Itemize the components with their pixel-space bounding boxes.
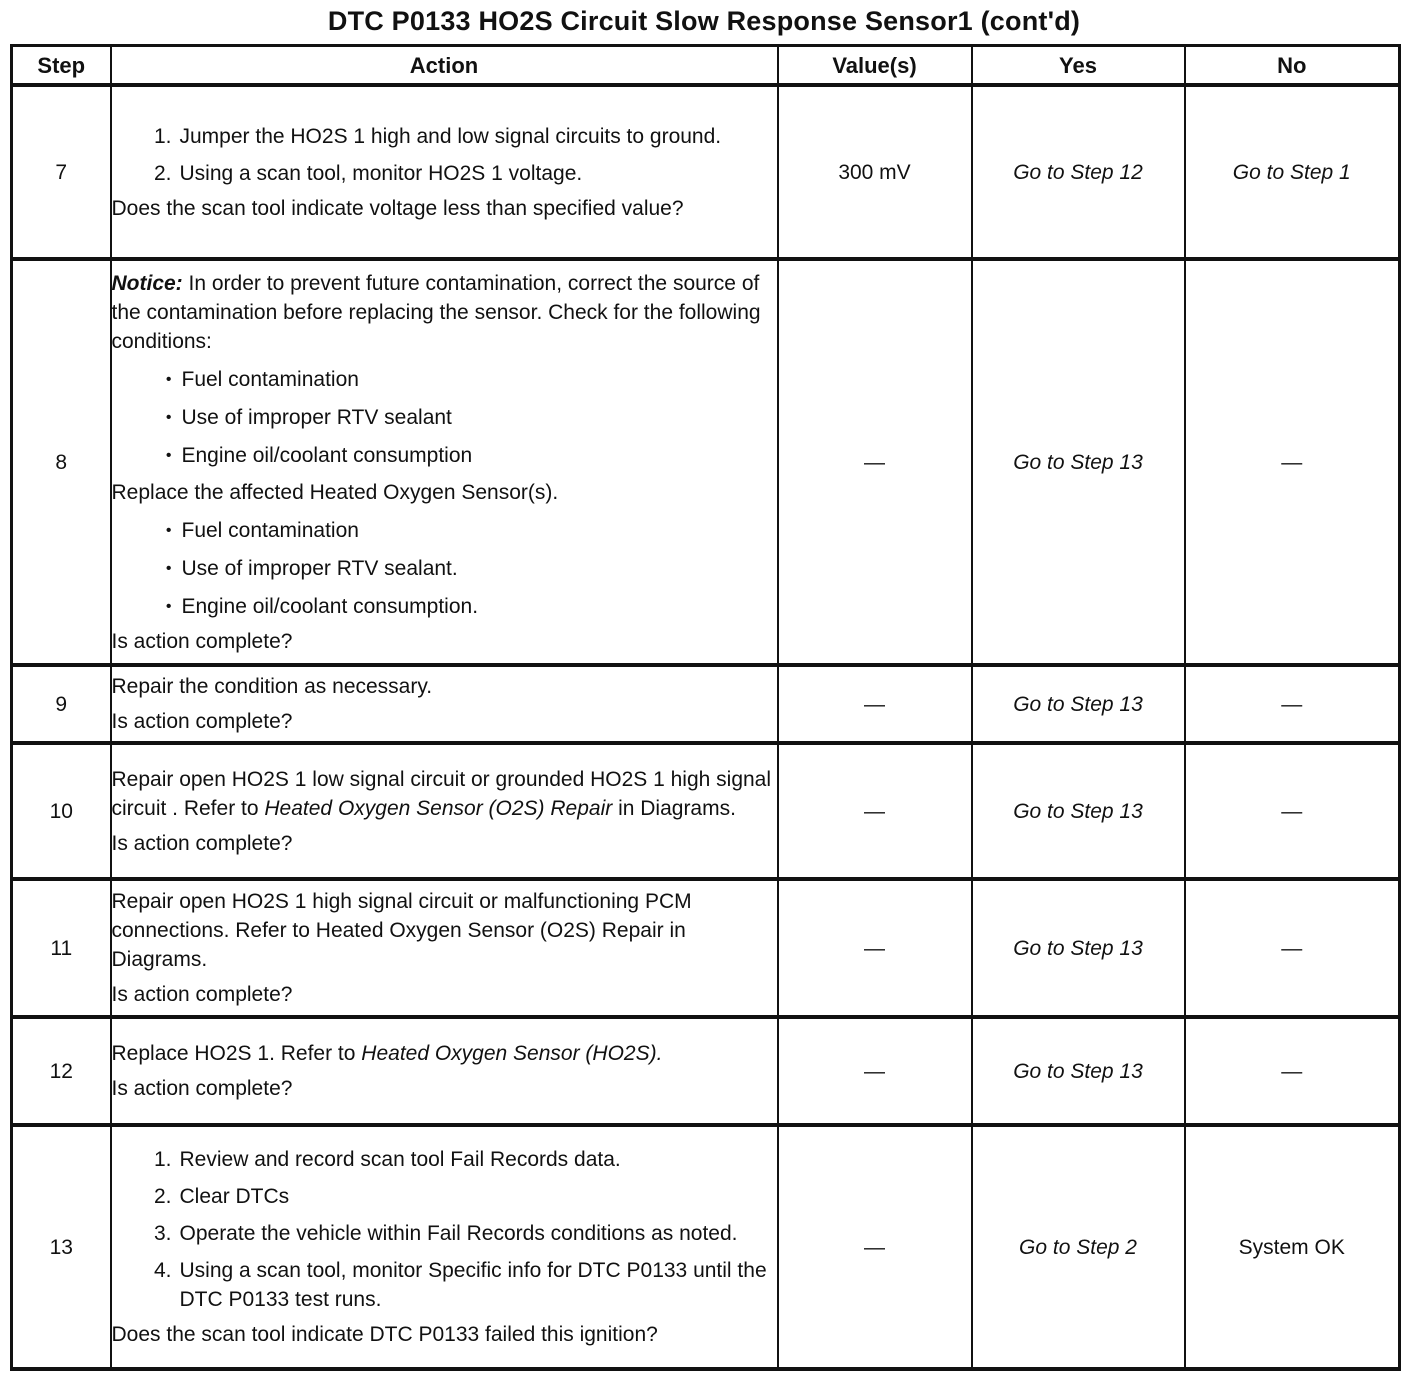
table-row-step-11 [12,879,1400,1017]
no-cell: — [1185,1017,1400,1125]
list-item: • Use of improper RTV sealant. [165,556,458,580]
page-title: DTC P0133 HO2S Circuit Slow Response Sensor1 (cont'd) [327,6,1081,36]
yes-cell: Go to Step 2 [972,1125,1185,1369]
action-cell [111,1125,778,1369]
step-number: 8 [12,259,111,665]
list-item: 3. Operate the vehicle within Fail Records conditions as noted. [153,1222,738,1245]
question-text: Is action complete? [111,629,293,653]
list-item: • Engine oil/coolant consumption. [165,594,479,618]
step-number: 13 [12,1125,111,1369]
reference-link: Heated Oxygen Sensor (HO2S). [361,1042,663,1065]
diagnostic-table [10,44,1401,1371]
action-cell [111,1017,778,1125]
notice-label: Notice: [111,271,183,295]
action-cell [111,259,778,665]
value-cell: — [778,1017,972,1125]
question-text: Is action complete? [111,710,293,733]
step-number: 7 [12,85,111,259]
action-text: Replace HO2S 1. Refer to Heated Oxygen Sensor (HO2S). [111,1042,663,1065]
replace-text: Replace the affected Heated Oxygen Sensor(s). [111,480,559,504]
yes-cell: Go to Step 13 [972,743,1185,879]
table-row-step-13 [12,1125,1400,1369]
table-row-step-8 [12,259,1400,665]
action-text: Repair open HO2S 1 high signal circuit or malfunctioning PCM connections. Refer to Heated Oxygen Sensor (O2S) Repair in Diagrams. [111,890,692,971]
action-cell [111,743,778,879]
action-text: Repair open HO2S 1 low signal circuit or grounded HO2S 1 high signal circuit . Refer to Heated Oxygen Sensor (O2S) Repair in Diagrams. [111,767,772,820]
list-item: 2. Using a scan tool, monitor HO2S 1 voltage. [153,161,583,185]
value-cell: — [778,743,972,879]
table-row-step-12 [12,1017,1400,1125]
header-yes: Yes [972,46,1185,86]
step-number: 11 [12,879,111,1017]
no-cell: — [1185,259,1400,665]
list-item: 2. Clear DTCs [153,1185,290,1208]
header-action: Action [111,46,778,86]
question-text: Is action complete? [111,983,293,1006]
list-item: 1. Review and record scan tool Fail Records data. [153,1148,621,1171]
table-row-step-7 [12,85,1400,259]
header-value: Value(s) [778,46,972,86]
value-cell: — [778,665,972,743]
step-number: 12 [12,1017,111,1125]
value-cell: 300 mV [778,85,972,259]
no-cell: — [1185,879,1400,1017]
question-text: Is action complete? [111,831,293,855]
notice-paragraph: Notice: In order to prevent future contamination, correct the source of the contamination before replacing the sensor. Check for the following conditions: [111,271,761,353]
yes-cell: Go to Step 12 [972,85,1185,259]
list-item: 1. Jumper the HO2S 1 high and low signal circuits to ground. [153,124,722,148]
value-cell: — [778,1125,972,1369]
no-cell: System OK [1185,1125,1400,1369]
value-cell: — [778,879,972,1017]
list-item: • Fuel contamination [165,518,359,542]
table-row-step-9 [12,665,1400,743]
action-cell [111,665,778,743]
header-no: No [1185,46,1400,86]
no-cell: — [1185,665,1400,743]
header-row [12,46,1400,86]
question-text: Is action complete? [111,1077,293,1100]
action-text: Repair the condition as necessary. [111,675,433,698]
action-cell [111,879,778,1017]
reference-link: Heated Oxygen Sensor (O2S) Repair [264,796,613,820]
yes-cell: Go to Step 13 [972,879,1185,1017]
yes-cell: Go to Step 13 [972,1017,1185,1125]
list-item: • Use of improper RTV sealant [165,405,452,429]
list-item: • Engine oil/coolant consumption [165,443,473,467]
list-item: • Fuel contamination [165,367,359,391]
value-cell: — [778,259,972,665]
table-row-step-10 [12,743,1400,879]
no-cell: — [1185,743,1400,879]
question-text: Does the scan tool indicate DTC P0133 failed this ignition? [111,1323,658,1346]
list-item: 4. Using a scan tool, monitor Specific info for DTC P0133 until the DTC P0133 test runs. [153,1259,767,1311]
question-text: Does the scan tool indicate voltage less than specified value? [111,196,684,220]
step-number: 10 [12,743,111,879]
step-number: 9 [12,665,111,743]
action-cell [111,85,778,259]
no-cell: Go to Step 1 [1185,85,1400,259]
yes-cell: Go to Step 13 [972,665,1185,743]
yes-cell: Go to Step 13 [972,259,1185,665]
header-step: Step [12,46,111,86]
